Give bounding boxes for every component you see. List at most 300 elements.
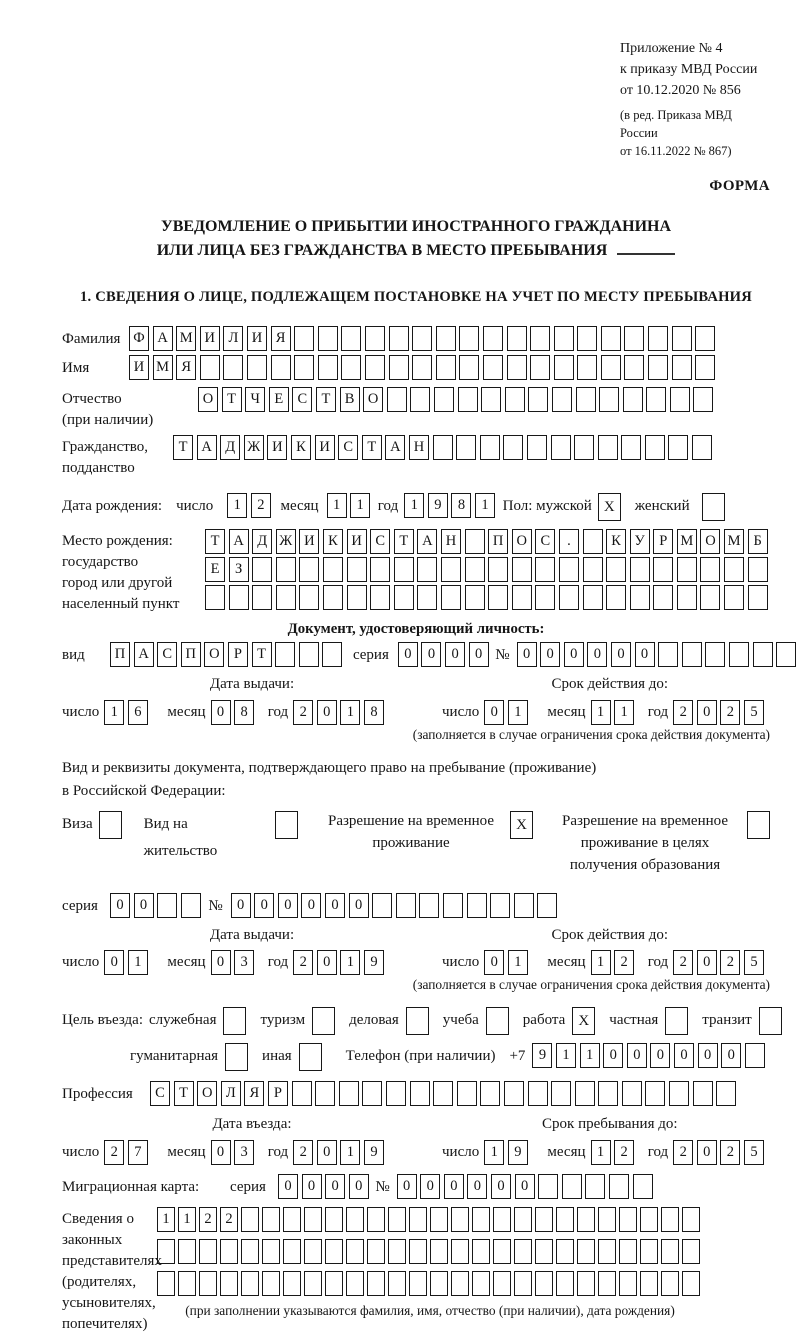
phone-cells: [532, 1043, 768, 1068]
char-cell: 0: [397, 1174, 417, 1199]
char-cell: Т: [205, 529, 225, 554]
char-cell: [488, 585, 508, 610]
char-cell: [315, 1081, 335, 1106]
char-cell: [388, 1271, 406, 1296]
char-cell: [577, 1207, 595, 1232]
char-cell: [653, 585, 673, 610]
residence-permit-checkbox: [275, 811, 298, 839]
permit-valid-month: [591, 950, 638, 975]
char-cell: [370, 557, 390, 582]
char-cell: [619, 1207, 637, 1232]
char-cell: [430, 1271, 448, 1296]
stay-until-heading: Срок пребывания до:: [542, 1116, 678, 1133]
permit-option-residence: Вид на жительство: [144, 811, 298, 865]
char-cell: [601, 355, 621, 380]
char-cell: 0: [211, 1140, 231, 1165]
char-cell: [157, 893, 177, 918]
char-cell: [677, 585, 697, 610]
char-cell: [472, 1271, 490, 1296]
char-cell: [530, 326, 550, 351]
char-cell: [599, 387, 619, 412]
char-cell: [745, 1043, 765, 1068]
char-cell: Т: [222, 387, 242, 412]
char-cell: [247, 355, 267, 380]
birth-day-cells: [227, 493, 274, 518]
char-cell: 1: [178, 1207, 196, 1232]
char-cell: [640, 1239, 658, 1264]
char-cell: З: [229, 557, 249, 582]
char-cell: [304, 1271, 322, 1296]
char-cell: К: [606, 529, 626, 554]
char-cell: К: [323, 529, 343, 554]
permit-valid-year: [673, 950, 767, 975]
char-cell: [488, 557, 508, 582]
char-cell: [409, 1207, 427, 1232]
char-cell: [598, 435, 618, 460]
char-cell: [693, 387, 713, 412]
section1-heading: 1. СВЕДЕНИЯ О ЛИЦЕ, ПОДЛЕЖАЩЕМ ПОСТАНОВКЕ НА УЧЕТ ПО МЕСТУ ПРЕБЫВАНИЯ: [80, 289, 752, 306]
char-cell: Ф: [129, 326, 149, 351]
char-cell: [389, 326, 409, 351]
char-cell: [318, 355, 338, 380]
char-cell: [535, 1271, 553, 1296]
char-cell: [459, 326, 479, 351]
char-cell: С: [150, 1081, 170, 1106]
char-cell: [323, 585, 343, 610]
char-cell: [619, 1239, 637, 1264]
field-migration-card: [62, 1174, 770, 1201]
series-label: серия: [230, 1178, 266, 1195]
char-cell: 1: [350, 493, 370, 518]
char-cell: 9: [508, 1140, 528, 1165]
char-cell: [535, 585, 555, 610]
char-cell: Д: [220, 435, 240, 460]
char-cell: [178, 1239, 196, 1264]
char-cell: О: [700, 529, 720, 554]
char-cell: [577, 355, 597, 380]
purpose-label: Цель въезда:: [62, 1012, 143, 1029]
char-cell: [276, 557, 296, 582]
char-cell: 2: [673, 700, 693, 725]
char-cell: 0: [278, 1174, 298, 1199]
day-label: число: [62, 954, 100, 971]
char-cell: [577, 1239, 595, 1264]
validity-note: (заполняется в случае ограничения срока действия документа): [412, 726, 770, 742]
char-cell: [394, 585, 414, 610]
char-cell: 2: [293, 1140, 313, 1165]
char-cell: [451, 1271, 469, 1296]
year-label: год: [267, 703, 289, 720]
char-cell: [724, 585, 744, 610]
char-cell: Т: [394, 529, 414, 554]
char-cell: [507, 326, 527, 351]
char-cell: 0: [603, 1043, 623, 1068]
char-cell: [562, 1174, 582, 1199]
permit-valid-fields: [442, 949, 778, 976]
day-label: число: [62, 1143, 100, 1160]
char-cell: [630, 557, 650, 582]
char-cell: Е: [205, 557, 225, 582]
char-cell: 2: [199, 1207, 217, 1232]
char-cell: [630, 585, 650, 610]
field-name: [62, 355, 770, 381]
day-label: число: [62, 703, 100, 720]
title-blank-underline: [617, 253, 675, 255]
permit-issue-fields: [62, 949, 442, 976]
char-cell: [294, 355, 314, 380]
number-label: №: [375, 1178, 390, 1195]
char-cell: [606, 585, 626, 610]
char-cell: [695, 355, 715, 380]
char-cell: [483, 326, 503, 351]
char-cell: 1: [327, 493, 347, 518]
permit-intro-line2: в Российской Федерации:: [62, 783, 226, 800]
identity-doc-dates: [62, 675, 770, 726]
char-cell: [436, 326, 456, 351]
char-cell: 0: [104, 950, 124, 975]
char-cell: 2: [293, 700, 313, 725]
char-cell: [527, 435, 547, 460]
field-purpose: [62, 1007, 770, 1035]
permit-issue-year: [293, 950, 387, 975]
char-cell: 0: [349, 893, 369, 918]
char-cell: [367, 1271, 385, 1296]
char-cell: [661, 1239, 679, 1264]
name-cells: [129, 355, 719, 380]
char-cell: Я: [271, 326, 291, 351]
char-cell: [619, 1271, 637, 1296]
char-cell: Р: [653, 529, 673, 554]
field-purpose-row2: [62, 1043, 770, 1071]
char-cell: [412, 326, 432, 351]
char-cell: .: [559, 529, 579, 554]
patronymic-cells: [198, 387, 717, 412]
char-cell: [622, 1081, 642, 1106]
char-cell: [220, 1239, 238, 1264]
identity-doc-heading: Документ, удостоверяющий личность:: [287, 621, 545, 638]
month-label: месяц: [167, 954, 206, 971]
char-cell: 1: [128, 950, 148, 975]
char-cell: М: [176, 326, 196, 351]
char-cell: 0: [674, 1043, 694, 1068]
business-checkbox: [406, 1007, 429, 1035]
char-cell: 1: [404, 493, 424, 518]
entry-year: [293, 1140, 387, 1165]
char-cell: [598, 1081, 618, 1106]
char-cell: Ж: [276, 529, 296, 554]
char-cell: 1: [580, 1043, 600, 1068]
char-cell: [606, 557, 626, 582]
month-label: месяц: [167, 703, 206, 720]
identity-issue-day: [104, 700, 151, 725]
char-cell: 0: [697, 700, 717, 725]
valid-heading: Срок действия до:: [551, 926, 669, 943]
purpose-option-private: частная: [609, 1007, 688, 1035]
char-cell: П: [181, 642, 201, 667]
doc-number-cells: [517, 642, 800, 667]
number-label: №: [495, 647, 510, 664]
char-cell: О: [197, 1081, 217, 1106]
char-cell: [682, 1239, 700, 1264]
purpose-option-tourism: туризм: [260, 1007, 335, 1035]
permit-valid-col: [442, 926, 778, 977]
purpose-option-transit: транзит: [702, 1007, 781, 1035]
purpose-option-business: деловая: [349, 1007, 429, 1035]
char-cell: [472, 1239, 490, 1264]
char-cell: 0: [110, 893, 130, 918]
char-cell: [672, 355, 692, 380]
migration-number-cells: [397, 1174, 657, 1199]
char-cell: Т: [174, 1081, 194, 1106]
purpose-option-humanitarian: гуманитарная: [130, 1043, 248, 1071]
migration-series-cells: [278, 1174, 372, 1199]
profession-label: Профессия: [62, 1086, 133, 1103]
permit-dates: [62, 926, 770, 977]
char-cell: 0: [421, 642, 441, 667]
char-cell: [559, 585, 579, 610]
char-cell: Я: [176, 355, 196, 380]
char-cell: [700, 585, 720, 610]
char-cell: [467, 893, 487, 918]
month-label: месяц: [167, 1143, 206, 1160]
char-cell: [443, 893, 463, 918]
char-cell: С: [292, 387, 312, 412]
char-cell: 1: [340, 1140, 360, 1165]
char-cell: [367, 1239, 385, 1264]
char-cell: [682, 1207, 700, 1232]
char-cell: С: [338, 435, 358, 460]
char-cell: [318, 326, 338, 351]
birth-place-row1: [205, 529, 771, 554]
char-cell: К: [291, 435, 311, 460]
char-cell: М: [677, 529, 697, 554]
appendix-line: Приложение № 4: [620, 41, 723, 56]
char-cell: Е: [269, 387, 289, 412]
official-checkbox: [223, 1007, 246, 1035]
char-cell: О: [198, 387, 218, 412]
year-label: год: [267, 1143, 289, 1160]
humanitarian-checkbox: [225, 1043, 248, 1071]
title-line-2: ИЛИ ЛИЦА БЕЗ ГРАЖДАНСТВА В МЕСТО ПРЕБЫВАНИЯ: [62, 239, 770, 263]
doc-type-cells: [110, 642, 346, 667]
char-cell: [178, 1271, 196, 1296]
day-label: число: [442, 954, 480, 971]
char-cell: [458, 387, 478, 412]
entry-month: [211, 1140, 258, 1165]
char-cell: 0: [398, 642, 418, 667]
char-cell: 9: [532, 1043, 552, 1068]
representatives-label: Сведения о законных представителях (родителях, усыновителях, попечителях): [62, 1210, 162, 1332]
char-cell: [537, 893, 557, 918]
char-cell: [514, 893, 534, 918]
char-cell: П: [110, 642, 130, 667]
char-cell: 0: [134, 893, 154, 918]
char-cell: [362, 1081, 382, 1106]
char-cell: [262, 1239, 280, 1264]
char-cell: [339, 1081, 359, 1106]
surname-cells: [129, 326, 719, 351]
char-cell: [504, 1081, 524, 1106]
char-cell: [556, 1271, 574, 1296]
char-cell: А: [197, 435, 217, 460]
char-cell: Т: [362, 435, 382, 460]
field-citizenship: [62, 435, 770, 479]
char-cell: 9: [364, 950, 384, 975]
char-cell: С: [157, 642, 177, 667]
representatives-note: (при заполнении указываются фамилия, имя, отчество (при наличии), дата рождения): [185, 1302, 675, 1318]
char-cell: 1: [104, 700, 124, 725]
char-cell: О: [204, 642, 224, 667]
char-cell: [505, 387, 525, 412]
char-cell: 0: [325, 1174, 345, 1199]
permit-number-cells: [231, 893, 561, 918]
char-cell: 8: [234, 700, 254, 725]
char-cell: 0: [697, 950, 717, 975]
appendix-line: к приказу МВД России: [620, 62, 758, 77]
char-cell: [535, 1239, 553, 1264]
char-cell: [645, 1081, 665, 1106]
char-cell: 5: [744, 950, 764, 975]
char-cell: [559, 557, 579, 582]
char-cell: [493, 1239, 511, 1264]
char-cell: [276, 585, 296, 610]
char-cell: 6: [128, 700, 148, 725]
char-cell: [530, 355, 550, 380]
char-cell: 1: [556, 1043, 576, 1068]
work-checkbox: X: [572, 1007, 595, 1035]
permit-intro-line1: Вид и реквизиты документа, подтверждающего право на пребывание (проживание): [62, 759, 597, 776]
char-cell: [623, 387, 643, 412]
char-cell: [551, 435, 571, 460]
char-cell: [640, 1271, 658, 1296]
char-cell: [538, 1174, 558, 1199]
profession-cells: [150, 1081, 740, 1106]
field-profession: [62, 1081, 770, 1107]
edition-note: [620, 106, 770, 160]
char-cell: [229, 585, 249, 610]
char-cell: [292, 1081, 312, 1106]
stay-until-col: [442, 1115, 778, 1166]
char-cell: [552, 387, 572, 412]
char-cell: [419, 893, 439, 918]
temp-residence-checkbox: X: [510, 811, 533, 839]
char-cell: [347, 557, 367, 582]
entry-date-heading: Дата въезда:: [212, 1116, 292, 1133]
birth-place-label: Место рождения: государство город или другой населенный пункт: [62, 533, 180, 613]
char-cell: И: [129, 355, 149, 380]
char-cell: [372, 893, 392, 918]
birth-place-row2: [205, 557, 771, 582]
permit-issue-month: [211, 950, 258, 975]
char-cell: [700, 557, 720, 582]
char-cell: [776, 642, 796, 667]
char-cell: О: [363, 387, 383, 412]
year-label: год: [647, 1143, 669, 1160]
permit-intro: [62, 757, 770, 804]
char-cell: 5: [744, 1140, 764, 1165]
birth-year-cells: [404, 493, 498, 518]
char-cell: 0: [349, 1174, 369, 1199]
char-cell: [748, 557, 768, 582]
char-cell: Л: [221, 1081, 241, 1106]
char-cell: 2: [220, 1207, 238, 1232]
char-cell: [457, 1081, 477, 1106]
char-cell: [346, 1207, 364, 1232]
representatives-rows: [157, 1207, 703, 1319]
permit-issue-col: [62, 926, 442, 977]
char-cell: [388, 1239, 406, 1264]
char-cell: [346, 1271, 364, 1296]
char-cell: М: [724, 529, 744, 554]
char-cell: Р: [268, 1081, 288, 1106]
study-checkbox: [486, 1007, 509, 1035]
char-cell: [322, 642, 342, 667]
char-cell: 3: [234, 1140, 254, 1165]
char-cell: 0: [302, 1174, 322, 1199]
char-cell: Б: [748, 529, 768, 554]
char-cell: [433, 1081, 453, 1106]
permit-option-temp-residence: Разрешение на временное проживание X: [322, 811, 533, 855]
char-cell: Р: [228, 642, 248, 667]
char-cell: [472, 1207, 490, 1232]
char-cell: С: [370, 529, 390, 554]
char-cell: [528, 387, 548, 412]
identity-valid-day: [484, 700, 531, 725]
year-label: год: [647, 703, 669, 720]
stay-year: [673, 1140, 767, 1165]
char-cell: [304, 1239, 322, 1264]
entry-dates: [62, 1115, 770, 1166]
char-cell: [299, 642, 319, 667]
char-cell: А: [385, 435, 405, 460]
char-cell: [325, 1207, 343, 1232]
char-cell: [670, 387, 690, 412]
entry-day: [104, 1140, 151, 1165]
char-cell: 2: [720, 950, 740, 975]
permit-option-visa: Виза: [62, 811, 122, 839]
char-cell: [574, 435, 594, 460]
char-cell: [753, 642, 773, 667]
char-cell: 1: [340, 700, 360, 725]
char-cell: [465, 557, 485, 582]
char-cell: М: [153, 355, 173, 380]
char-cell: 0: [517, 642, 537, 667]
representatives-row2: [157, 1239, 703, 1264]
char-cell: 9: [428, 493, 448, 518]
field-birth-place: [62, 529, 770, 615]
char-cell: 1: [508, 700, 528, 725]
char-cell: 2: [673, 950, 693, 975]
char-cell: А: [417, 529, 437, 554]
char-cell: [409, 1239, 427, 1264]
issue-heading: Дата выдачи:: [209, 926, 295, 943]
purpose-option-study: учеба: [443, 1007, 509, 1035]
phone-label: Телефон (при наличии): [345, 1048, 496, 1065]
char-cell: 0: [587, 642, 607, 667]
char-cell: [181, 893, 201, 918]
char-cell: Я: [244, 1081, 264, 1106]
month-label: месяц: [280, 498, 319, 515]
char-cell: [456, 435, 476, 460]
identity-valid-month: [591, 700, 638, 725]
char-cell: [585, 1174, 605, 1199]
char-cell: 2: [614, 1140, 634, 1165]
char-cell: П: [488, 529, 508, 554]
doc-series-cells: [398, 642, 492, 667]
char-cell: [583, 585, 603, 610]
char-cell: 2: [104, 1140, 124, 1165]
stay-until-fields: [442, 1139, 778, 1166]
